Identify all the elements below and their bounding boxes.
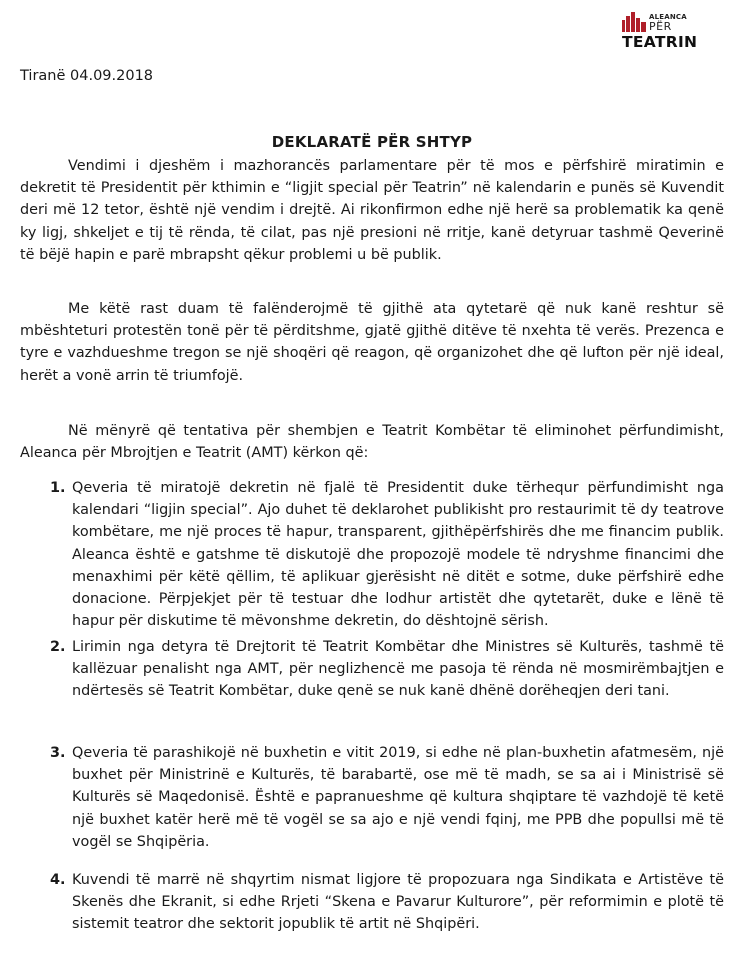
paragraph-thanks: Me këtë rast duam të falënderojmë të gjithë ata qytetarë që nuk kanë reshtur së mbështeturi protestën tonë për të përditshme, gjatë gjithë ditëve të nxehta të verës. Prezenca e tyre e vazhdueshme tregon se një shoqëri që reagon, që organizohet dhe që lufton për një ideal, herët a vonë arrin të triumfojë. [20, 301, 724, 384]
demand-text: Qeveria të miratojë dekretin në fjalë të Presidentit duke tërhequr përfundimisht nga kalendari “ligjin special”. Ajo duhet të deklarohet publikisht pro restaurimit të dy teatrove kombëtare, me një proces të hapur, transparent, gjithëpërfshirës dhe me financim publik. Aleanca është e gatshme të diskutojë dhe propozojë modele të ndryshme financimi dhe menaxhimi për këtë qëllim, të aplikuar gjerësisht në ditët e sotme, duke përfshirë edhe donacione. Përpjekjet për të testuar dhe lodhur artistët dhe qytetarët, duke e lënë të hapur për diskutime të mëvonshme dekretin, do dështojnë sërish. [72, 480, 724, 630]
paragraph-intro: Vendimi i djeshëm i mazhorancës parlamentare për të mos e përfshirë miratimin e dekretit të Presidentit për kthimin e “ligjit special për Teatrin” në kalendarin e punës së Kuvendit deri më 12 tetor, është një vendim i drejtë. Ai rikonfirmon edhe një herë sa problematik ka qenë ky ligj, shkeljet e tij të rënda, të cilat, pas një presioni në rritje, kanë detyruar tashmë Qeverinë të bëjë hapin e parë mbrapsht qëkur problemi u bë publik. [20, 158, 724, 263]
logo-text-teatrin: TEATRIN [622, 33, 698, 51]
document-date: Tiranë 04.09.2018 [20, 68, 154, 84]
demand-number: 1. [50, 480, 66, 496]
demand-text: Kuvendi të marrë në shqyrtim nismat ligjore të propozuara nga Sindikata e Artistëve të Skenës dhe Ekranit, si edhe Rrjeti “Skena e Pavarur Kulturore”, për reformimin e plotë të sistemit teatror dhe sektorit jopublik të artit në Shqipëri. [72, 872, 724, 933]
logo-text-per: PËR [649, 20, 672, 33]
theatre-building-icon [622, 12, 648, 32]
alliance-logo [622, 10, 698, 60]
logo-text-aleanca: ALEANCA [649, 13, 687, 21]
demand-number: 2. [50, 639, 66, 655]
demand-text: Lirimin nga detyra të Drejtorit të Teatrit Kombëtar dhe Ministres së Kulturës, tashmë të kallëzuar penalisht nga AMT, për neglizhencë me pasoja të rënda në mosmirëmbajtjen e ndërtesës së Teatrit Kombëtar, duke qenë se nuk kanë dhënë dorëheqjen deri tani. [72, 639, 724, 700]
paragraph-demands-intro: Në mënyrë që tentativa për shembjen e Teatrit Kombëtar të eliminohet përfundimisht, Aleanca për Mbrojtjen e Teatrit (AMT) kërkon që: [20, 423, 724, 462]
demand-number: 4. [50, 872, 66, 888]
document-title: DEKLARATË PËR SHTYP [271, 133, 473, 151]
demand-text: Qeveria të parashikojë në buxhetin e vitit 2019, si edhe në plan-buxhetin afatmesëm, një buxhet për Ministrinë e Kulturës, të barabartë, ose më të madh, se sa ai i Ministrisë së Kulturës së Maqedonisë. Është e papranueshme që kultura shqiptare të vazhdojë të ketë një buxhet katër herë më të vogël se sa ajo e një vendi fqinj, me PPB dhe popullsi më të vogël se Shqipëria. [72, 745, 724, 850]
logo-top-row [622, 10, 698, 32]
demand-number: 3. [50, 745, 66, 761]
